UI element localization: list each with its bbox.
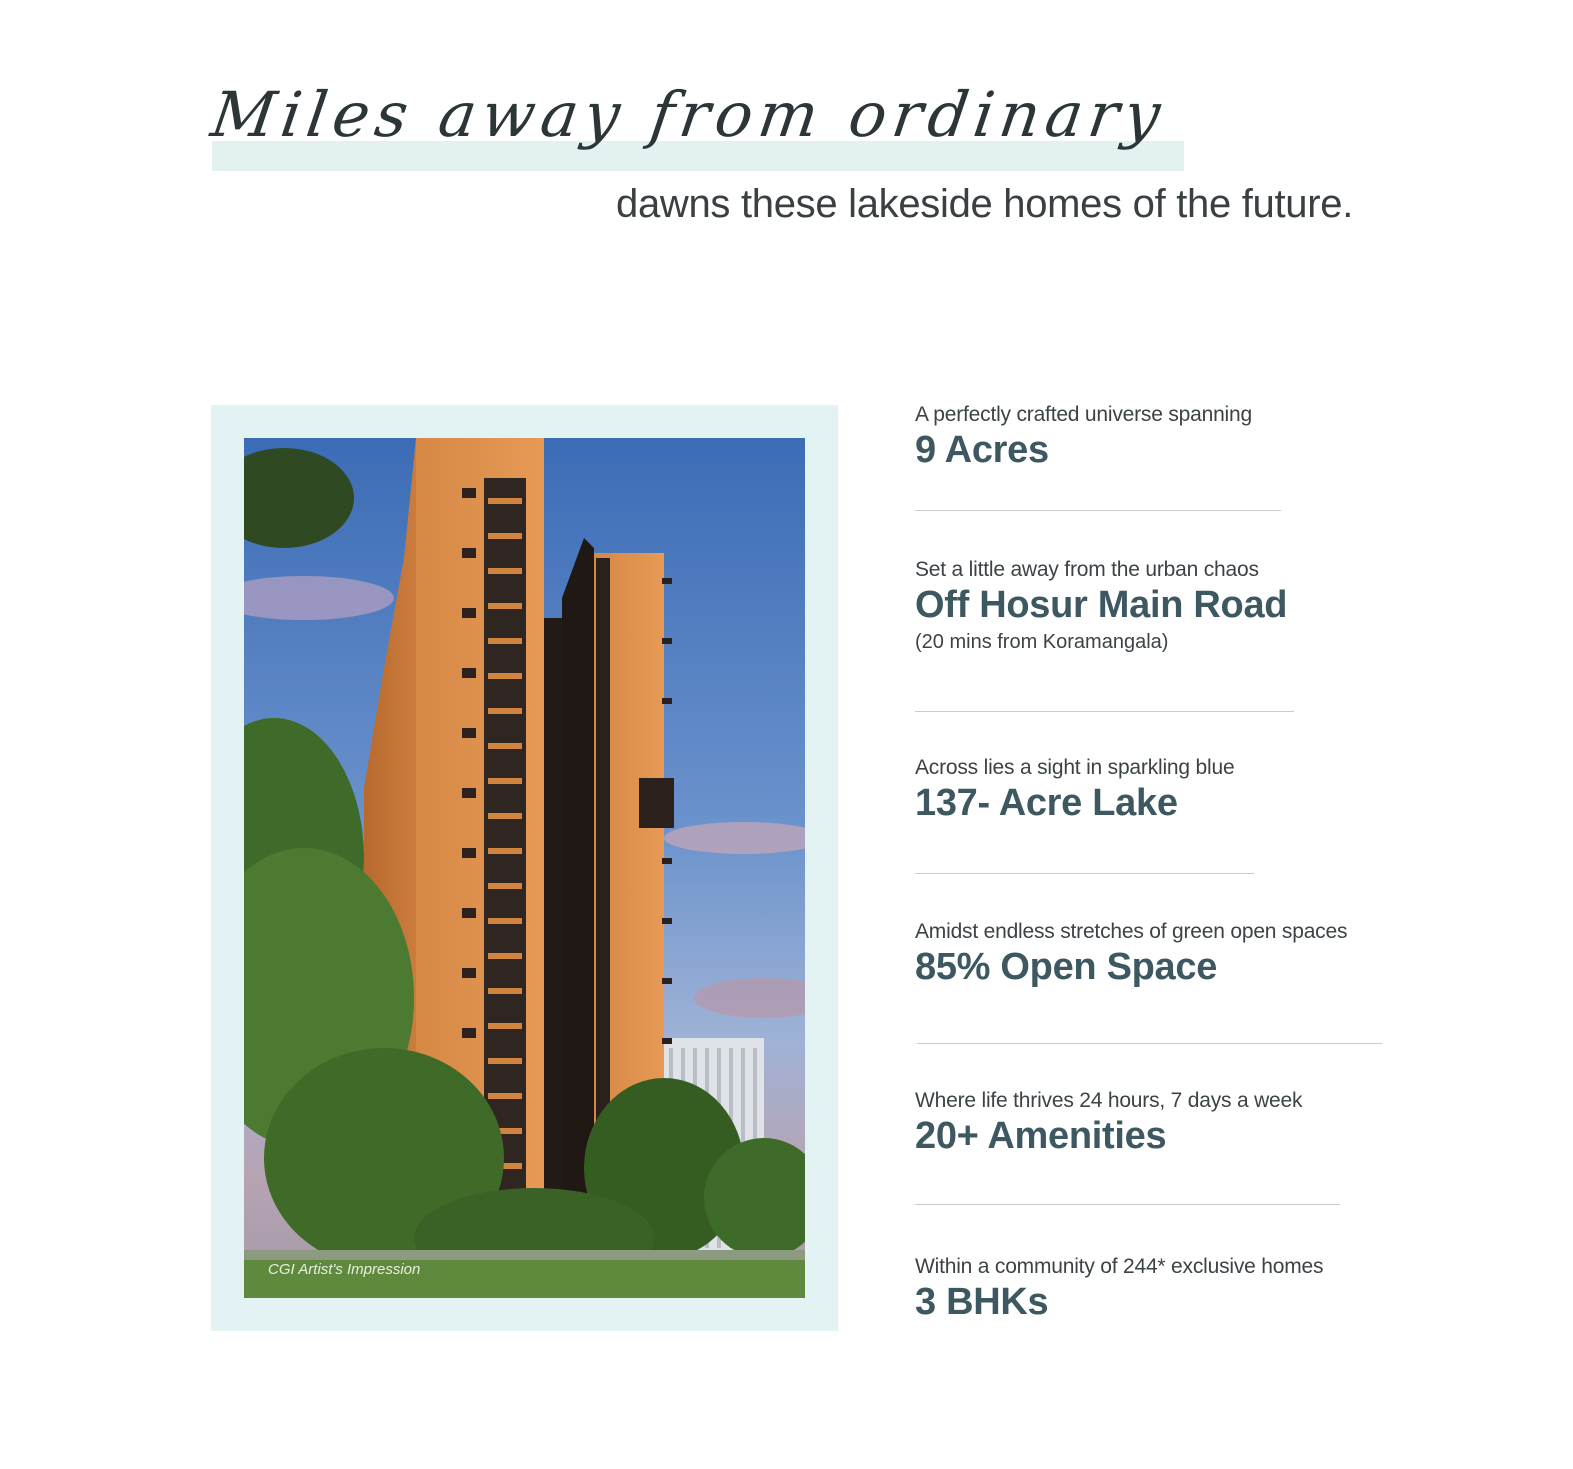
fact-area: [915, 403, 1252, 472]
fact-value: Off Hosur Main Road: [915, 584, 1288, 626]
tower-render-image: [244, 438, 805, 1298]
fact-homes: [915, 1255, 1323, 1324]
fact-note: (20 mins from Koramangala): [915, 631, 1169, 653]
fact-value: 137- Acre Lake: [915, 782, 1178, 824]
fact-intro: Set a little away from the urban chaos: [915, 558, 1259, 581]
fact-value: 9 Acres: [915, 429, 1049, 471]
divider: [915, 1204, 1340, 1205]
divider: [915, 510, 1281, 511]
image-frame: [211, 405, 838, 1331]
divider: [917, 1043, 1382, 1044]
fact-lake: [915, 756, 1234, 825]
image-caption: CGI Artist's Impression: [268, 1261, 421, 1278]
fact-intro: A perfectly crafted universe spanning: [915, 403, 1252, 426]
tower-illustration: [244, 438, 805, 1298]
fact-value: 20+ Amenities: [915, 1115, 1167, 1157]
divider: [915, 873, 1254, 874]
fact-value: 3 BHKs: [915, 1281, 1049, 1323]
headline: Miles away from ordinary: [206, 78, 1171, 151]
divider: [915, 711, 1294, 712]
fact-amenities: [915, 1089, 1302, 1158]
fact-intro: Amidst endless stretches of green open spaces: [915, 920, 1348, 943]
subheadline: dawns these lakeside homes of the future.: [616, 182, 1354, 226]
header: [206, 78, 1392, 248]
fact-location: [915, 558, 1287, 654]
fact-intro: Within a community of 244* exclusive homes: [915, 1255, 1324, 1278]
fact-intro: Across lies a sight in sparkling blue: [915, 756, 1235, 779]
fact-open-space: [915, 920, 1347, 989]
fact-value: 85% Open Space: [915, 946, 1218, 988]
fact-intro: Where life thrives 24 hours, 7 days a week: [915, 1089, 1303, 1112]
